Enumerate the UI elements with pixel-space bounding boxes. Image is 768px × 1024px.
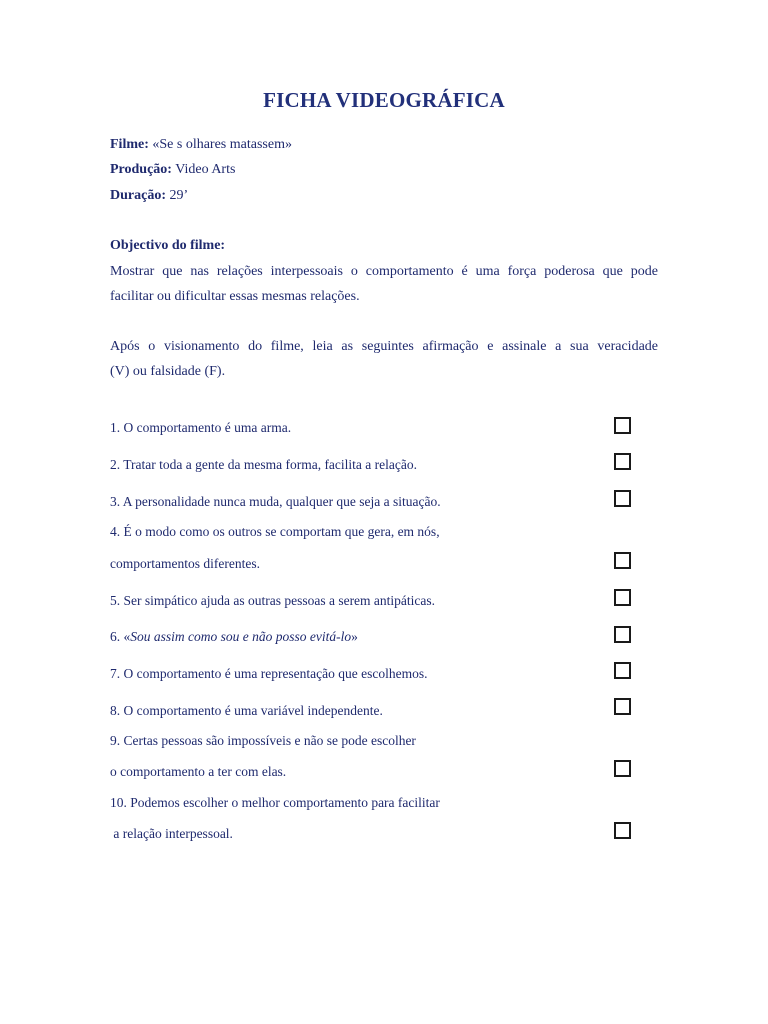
checkbox-7[interactable] (614, 662, 631, 679)
statement-1: 1. O comportamento é uma arma. (110, 420, 292, 435)
statement-10-line-2: a relação interpessoal. (110, 826, 233, 841)
meta-producao (110, 162, 235, 178)
checkbox-1[interactable] (614, 417, 631, 434)
checkbox-3[interactable] (614, 490, 631, 507)
checkbox-5[interactable] (614, 589, 631, 606)
producao-value: Video Arts (171, 162, 236, 177)
statement-5: 5. Ser simpático ajuda as outras pessoas a serem antipáticas. (110, 593, 436, 608)
statement-9-line-2: o comportamento a ter com elas. (110, 764, 287, 779)
statement-8: 8. O comportamento é uma variável independente. (110, 703, 383, 718)
statement-4-line-2: comportamentos diferentes. (110, 556, 260, 571)
statement-6-suffix: » (351, 629, 358, 644)
filme-value: «Se s olhares matassem» (148, 137, 292, 152)
statement-3: 3. A personalidade nunca muda, qualquer que seja a situação. (110, 494, 441, 509)
checkbox-6[interactable] (614, 626, 631, 643)
statement-6 (110, 629, 358, 645)
instructions-paragraph (110, 334, 658, 384)
statement-2: 2. Tratar toda a gente da mesma forma, facilita a relação. (110, 457, 417, 472)
statement-4-line-1: 4. É o modo como os outros se comportam que gera, em nós, (110, 524, 440, 539)
duracao-label: Duração: (110, 188, 166, 203)
checkbox-10[interactable] (614, 822, 631, 839)
statement-7: 7. O comportamento é uma representação que escolhemos. (110, 666, 428, 681)
duracao-value: 29’ (166, 188, 189, 203)
statement-6-quote: Sou assim como sou e não posso evitá-lo (130, 629, 352, 644)
checkbox-9[interactable] (614, 760, 631, 777)
instructions-line-1: Após o visionamento do filme, leia as seguintes afirmação e assinale a sua veracidade (110, 339, 658, 354)
statement-10-line-1: 10. Podemos escolher o melhor comportamento para facilitar (110, 795, 440, 810)
checkbox-8[interactable] (614, 698, 631, 715)
instructions-line-2: (V) ou falsidade (F). (110, 364, 226, 379)
objective-paragraph (110, 259, 658, 309)
document-title: FICHA VIDEOGRÁFICA (263, 88, 505, 112)
meta-duracao (110, 188, 188, 204)
checkbox-2[interactable] (614, 453, 631, 470)
statement-9-line-1: 9. Certas pessoas são impossíveis e não se pode escolher (110, 733, 416, 748)
objective-line-2: facilitar ou dificultar essas mesmas relações. (110, 289, 360, 304)
objective-heading: Objectivo do filme: (110, 238, 226, 253)
objective-line-1: Mostrar que nas relações interpessoais o comportamento é uma força poderosa que pode (110, 264, 658, 279)
checkbox-4[interactable] (614, 552, 631, 569)
statement-6-prefix: 6. « (110, 629, 131, 644)
producao-label: Produção: (110, 162, 172, 177)
filme-label: Filme: (110, 137, 149, 152)
meta-filme (110, 137, 292, 153)
